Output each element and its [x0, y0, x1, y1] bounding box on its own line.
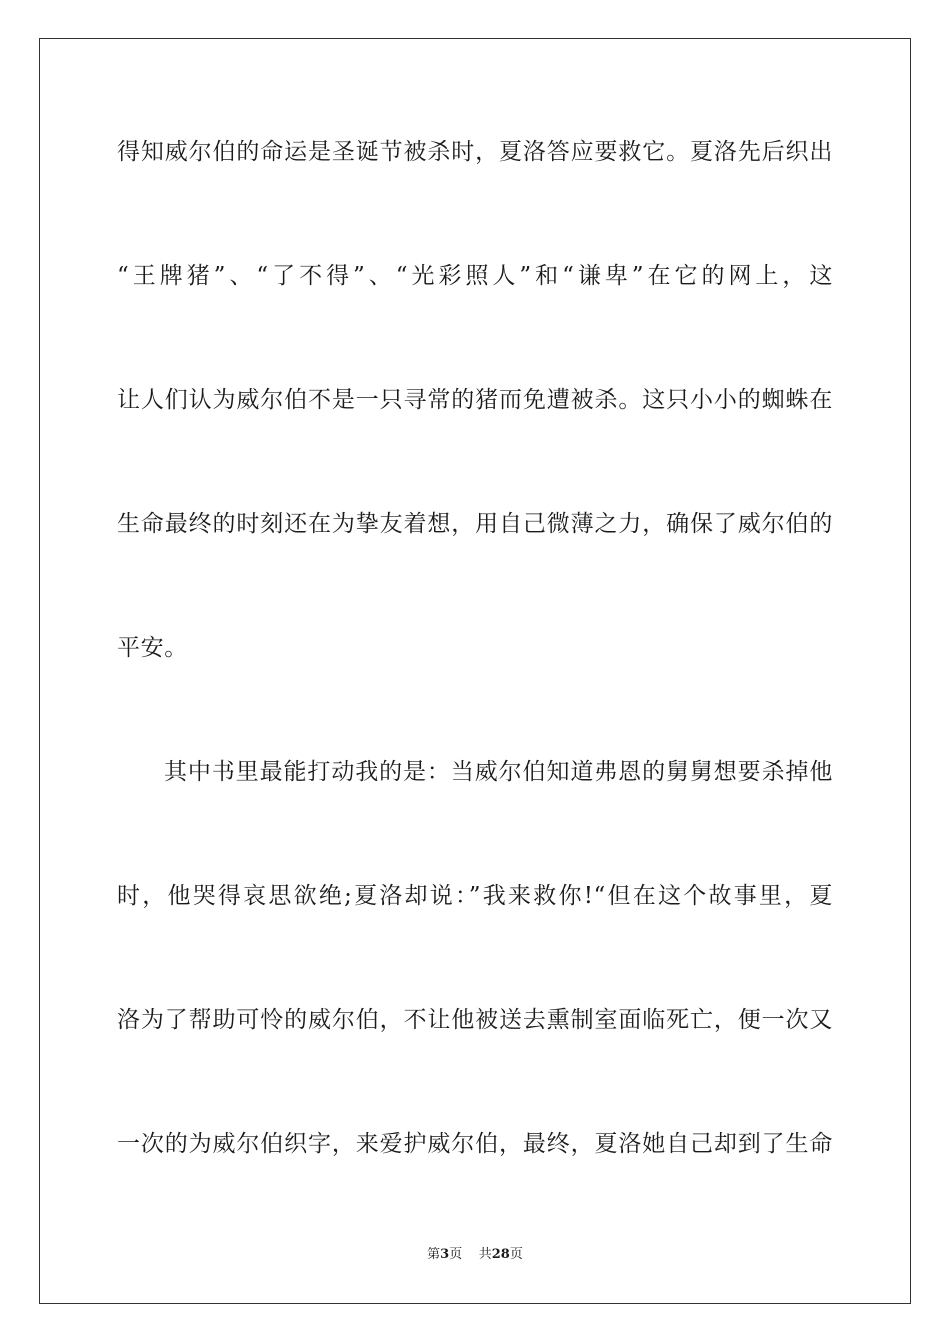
paragraph-line-4: 生命最终的时刻还在为挚友着想，用自己微薄之力，确保了威尔伯的: [117, 511, 833, 537]
paragraph-line-3: 让人们认为威尔伯不是一只寻常的猪而免遭被杀。这只小小的蜘蛛在: [117, 387, 833, 413]
paragraph-line-8: 洛为了帮助可怜的威尔伯，不让他被送去熏制室面临死亡，便一次又: [117, 1007, 833, 1033]
total-pages: 28: [491, 1247, 510, 1262]
total-prefix: 共: [478, 1247, 492, 1262]
total-suffix: 页: [509, 1247, 523, 1262]
paragraph-line-2: “王牌猪”、“了不得”、“光彩照人”和“谦卑”在它的网上，这: [117, 263, 833, 289]
paragraph-line-5: 平安。: [117, 635, 188, 661]
page-number: 3: [440, 1247, 450, 1262]
page-suffix: 页: [449, 1247, 463, 1262]
page-prefix: 第: [427, 1247, 441, 1262]
paragraph-line-1: 得知威尔伯的命运是圣诞节被杀时，夏洛答应要救它。夏洛先后织出: [117, 139, 833, 165]
page-footer: [0, 1246, 950, 1264]
paragraph-line-9: 一次的为威尔伯织字，来爱护威尔伯，最终，夏洛她自己却到了生命: [117, 1131, 833, 1157]
paragraph-line-7: 时，他哭得哀思欲绝;夏洛却说：”我来救你!“但在这个故事里，夏: [117, 883, 833, 909]
paragraph-line-6: 其中书里最能打动我的是：当威尔伯知道弗恩的舅舅想要杀掉他: [164, 759, 833, 785]
page-border: [39, 38, 911, 1304]
